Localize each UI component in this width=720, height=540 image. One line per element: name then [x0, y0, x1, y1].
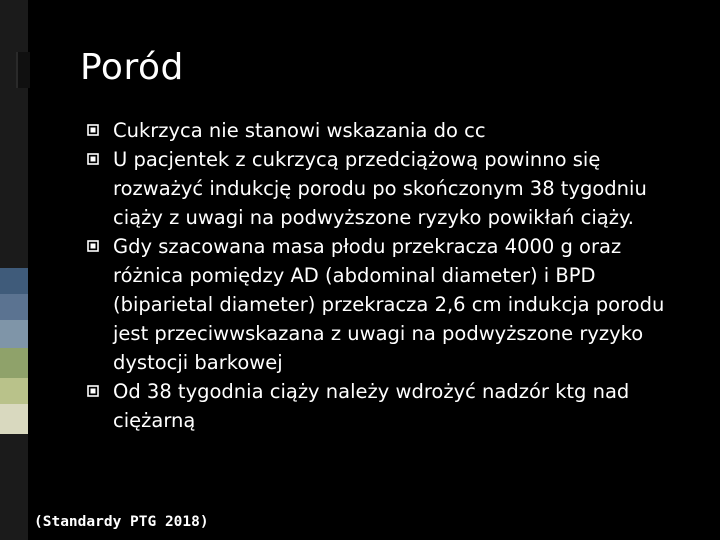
square-bullet-icon: [87, 240, 99, 252]
accent-stripe: [0, 294, 28, 320]
accent-stripe: [0, 404, 28, 434]
accent-stripe: [0, 348, 28, 378]
bullet-text: Cukrzyca nie stanowi wskazania do cc: [113, 119, 486, 142]
title-marker: [16, 52, 30, 88]
bullet-text: Od 38 tygodnia ciąży należy wdrożyć nadzór ktg nad ciężarną: [113, 380, 630, 432]
bullet-item: [87, 232, 687, 377]
accent-stripe: [0, 378, 28, 404]
square-bullet-icon: [87, 124, 99, 136]
bullet-text: U pacjentek z cukrzycą przedciążową powinno się rozważyć indukcję porodu po skończonym 38 tygodniu ciąży z uwagi na podwyższone ryzyko powikłań ciąży.: [113, 148, 647, 229]
slide-title: Poród: [80, 47, 184, 88]
source-citation: (Standardy PTG 2018): [34, 514, 209, 530]
bullet-item: [87, 116, 687, 145]
square-bullet-icon: [87, 153, 99, 165]
bullet-item: [87, 377, 687, 435]
square-bullet-icon: [87, 385, 99, 397]
bullet-list: [87, 116, 687, 435]
bullet-text: Gdy szacowana masa płodu przekracza 4000 g oraz różnica pomiędzy AD (abdominal diameter) i BPD (biparietal diameter) przekracza 2,6 cm indukcja porodu jest przeciwwskazana z uwagi na podwyższone ryzyko dystocji barkowej: [113, 235, 665, 374]
bullet-item: [87, 145, 687, 232]
accent-stripe: [0, 268, 28, 294]
accent-stripe: [0, 320, 28, 348]
